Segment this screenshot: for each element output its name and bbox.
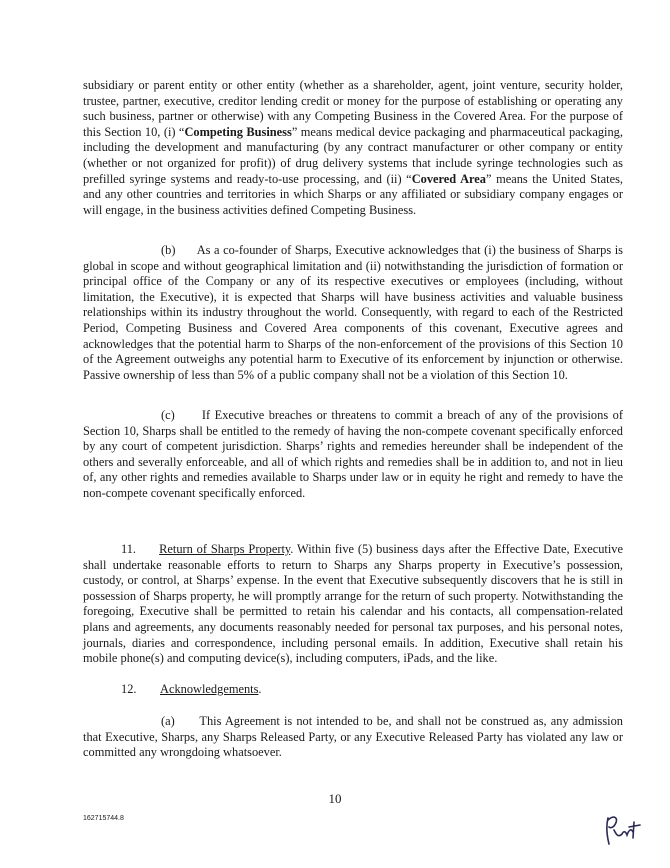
paragraph-12a: (a) This Agreement is not intended to be, and shall not be construed as, any admission that Executive, Sharps, any Sharps Released Party, or any Executive Released Party has violated any law or committed any wrongdoing whatsoever. — [83, 714, 623, 760]
section-heading-12 — [121, 682, 262, 698]
document-id: 162715744.8 — [83, 815, 124, 822]
paragraph-10b: (b) As a co-founder of Sharps, Executive acknowledges that (i) the business of Sharps is global in scope and without geographical limitation and (ii) notwithstanding the jurisdiction of formation or principal office of the Company or any of its respective executives or employees (including, without limitation, the Executive), it is expected that Sharps will have business activities and valuable business relationships within its industry throughout the world. Consequently, with regard to each of the Restricted Period, Competing Business and Covered Area components of this covenant, Executive agrees and acknowledges that the potential harm to Sharps of the non-enforcement of the provisions of this Section 10 of the Agreement outweighs any potential harm to Executive of its enforcement by injunction or otherwise. Passive ownership of less than 5% of a public company shall not be a violation of this Section 10. — [83, 243, 623, 382]
defined-term-covered-area: Covered Area — [411, 171, 486, 186]
text-run: subsidiary or parent entity or other entity (whether as a shareholder, agent, joint venture, security holder, trustee, partner, executive, creditor lending credit or money for the purpose of establishing or operating any such business, partner or otherwise) with any Competing Business in the Covered Area. For the purpose of this Section 10, (i) “ — [83, 78, 623, 139]
paragraph-section-10-continued — [83, 78, 623, 218]
text-run: ” means medical device packaging and pharmaceutical packaging, including the development and manufacturing (by any contract manufacturer or other company or entity (whether or not organized for profit)) of drug delivery systems that include syringe technologies such as prefilled syringe systems and ready-to-use processing, and (ii) “ — [83, 124, 623, 186]
handwritten-initials-icon — [600, 808, 644, 848]
text-run: . Within five (5) business days after the Effective Date, Executive shall undertake reasonable efforts to return to Sharps any Sharps property in Executive’s possession, custody, or control, at Sharps’ expense. In the event that Executive subsequently discovers that he is still in possession of Sharps property, he will promptly arrange for the return of such property. Notwithstanding the foregoing, Executive shall be permitted to retain his calendar and his contacts, all compensation-related plans and agreements, any documents reasonably needed for personal tax purposes, and his personal notes, journals, diaries and correspondence, including personal emails. In addition, Executive shall retain his mobile phone(s) and computing device(s), including computers, iPads, and the like. — [83, 542, 623, 666]
section-number: 12. — [121, 682, 137, 696]
section-number: 11. — [121, 542, 137, 556]
section-title-return-of-property: Return of Sharps Property — [159, 542, 291, 556]
page-number: 10 — [328, 791, 342, 806]
section-title-acknowledgements: Acknowledgements — [160, 682, 259, 696]
text-run: ” means the United States, and any other countries and territories in which Sharps or any affiliated or subsidiary company engages or will engage, in the business activities defined Competing Business. — [83, 171, 623, 217]
heading-period: . — [258, 682, 262, 696]
paragraph-10c: (c) If Executive breaches or threatens to commit a breach of any of the provisions of Section 10, Sharps shall be entitled to the remedy of having the non-compete covenant specifically enforced by any court of competent jurisdiction. Sharps’ rights and remedies hereunder shall be independent of the others and severally enforceable, and all of which rights and remedies shall be in addition to, and not in lieu of, any other rights and remedies available to Sharps under law or in equity he right and remedy to have the non-compete covenant specifically enforced. — [83, 408, 623, 500]
defined-term-competing-business: Competing Business — [184, 124, 292, 139]
paragraph-section-11 — [83, 542, 623, 667]
